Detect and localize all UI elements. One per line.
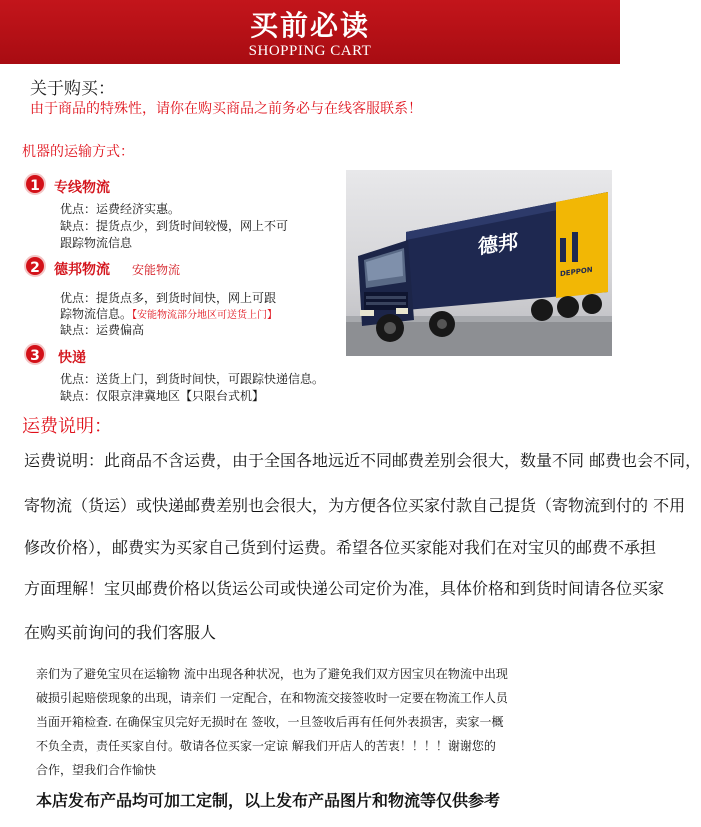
method-2-number-icon: 2 [24,255,46,277]
notice-line-3: 当面开箱检查. 在确保宝贝完好无损时在 签收，一旦签收后再有任何外表损害，卖家一概 [36,715,504,729]
method-2-pro: 优点：提货点多，到货时间快，网上可跟 [60,291,277,305]
method-2-con: 缺点：运费偏高 [60,323,145,337]
method-1-con-cont: 跟踪物流信息 [60,236,133,250]
notice-line-2: 破损引起赔偿现象的出现，请亲们 一定配合，在和物流交接签收时一定要在物流工作人员 [36,691,508,705]
header-banner [0,0,620,64]
method-3-name: 快递 [58,350,86,366]
fee-line-1: 运费说明：此商品不含运费，由于全国各地远近不同邮费差别会很大，数量不同 邮费也会不同， [24,451,701,470]
banner-subtitle: SHOPPING CART [248,43,372,59]
shipping-fee-title: 运费说明： [22,416,112,437]
method-1-name: 专线物流 [54,180,110,196]
notice-line-4: 不负全责，责任买家自付。敬请各位买家一定谅 解我们开店人的苦衷！！！！谢谢您的 [36,739,496,753]
shipping-methods-title: 机器的运输方式： [22,144,134,160]
method-2-pro-cont: 踪物流信息。【安能物流部分地区可送货上门】 [60,307,278,321]
method-3-number-icon: 3 [24,343,46,365]
truck-badge: DEPPON [560,265,593,279]
banner-title: 买前必读 [249,9,370,42]
fee-line-2: 寄物流（货运）或快递邮费差别也会很大，为方便各位买家付款自己提货（寄物流到付的 不用 [24,496,686,515]
footer-disclaimer: 本店发布产品均可加工定制，以上发布产品图片和物流等仅供参考 [36,791,501,810]
method-3-con: 缺点：仅限京津冀地区【只限台式机】 [60,389,265,403]
method-1-con: 缺点：提货点少，到货时间较慢，网上不可 [60,219,289,233]
fee-line-5: 在购买前询问的我们客服人 [24,623,217,642]
truck-icon [346,170,612,356]
notice-line-5: 合作，望我们合作愉快 [36,763,157,777]
fee-line-4: 方面理解！宝贝邮费价格以货运公司或快递公司定价为准，具体价格和到货时间请各位买家 [24,579,665,598]
truck-image [346,170,612,356]
method-2-name: 德邦物流 [54,262,110,278]
about-purchase-text: 由于商品的特殊性，请你在购买商品之前务必与在线客服联系！ [30,101,422,117]
method-2-note: 【安能物流部分地区可送货上门】 [132,310,278,321]
notice-line-1: 亲们为了避免宝贝在运输物 流中出现各种状况，也为了避免我们双方因宝贝在物流中出现 [36,667,508,681]
fee-line-3: 修改价格），邮费实为买家自己货到付运费。希望各位买家能对我们在对宝贝的邮费不承担 [24,538,657,557]
truck-logo: 德邦 [478,229,518,259]
method-2-tag: 安能物流 [132,263,181,277]
method-3-pro: 优点：送货上门，到货时间快，可跟踪快递信息。 [60,372,325,386]
about-purchase-title: 关于购买： [30,79,115,99]
method-1-number-icon: 1 [24,173,46,195]
method-1-pro: 优点：运费经济实惠。 [60,202,181,216]
